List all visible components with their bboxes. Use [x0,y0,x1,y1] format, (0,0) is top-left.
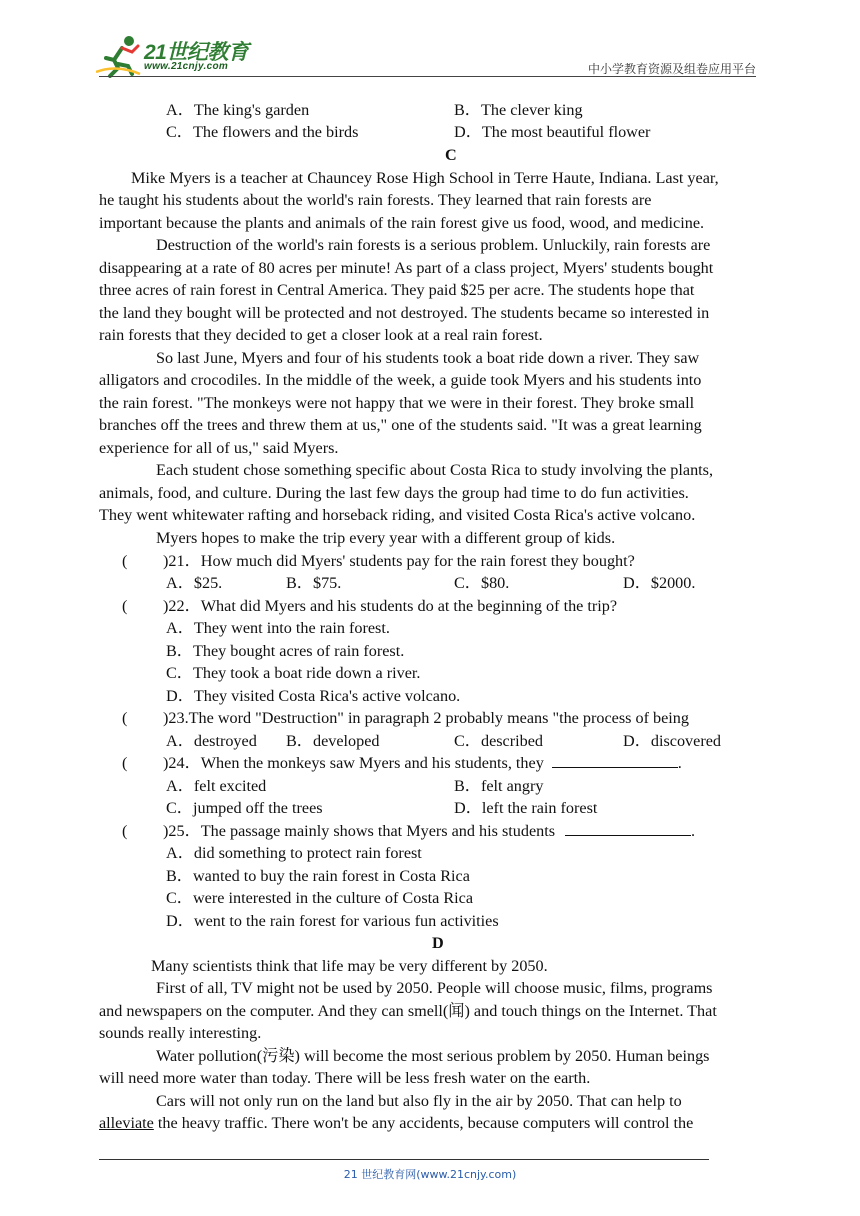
question-22: )22．What did Myers and his students do at the beginning of the trip? [163,597,618,615]
answer-paren[interactable]: ( [122,597,128,615]
passage-c-line: Mike Myers is a teacher at Chauncey Rose High School in Terre Haute, Indiana. Last year, [131,169,719,187]
q24-option-a: A．felt excited [166,777,267,795]
passage-c-line: Myers hopes to make the trip every year with a different group of kids. [156,529,616,547]
answer-paren[interactable]: ( [122,709,128,727]
question-25 [163,821,695,841]
answer-blank[interactable] [565,821,691,836]
answer-blank[interactable] [552,753,678,768]
q25-option-b: B．wanted to buy the rain forest in Costa Rica [166,867,470,885]
logo-text: 21世纪教育 [144,41,249,64]
answer-paren[interactable]: ( [122,822,128,840]
passage-c-line: They went whitewater rafting and horseback riding, and visited Costa Rica's active volcano. [99,506,696,524]
question-24-text: )24．When the monkeys saw Myers and his students, they [163,754,544,772]
passage-c-line: animals, food, and culture. During the last few days the group had time to do fun activities. [99,484,689,502]
q24-option-c: C．jumped off the trees [166,799,323,817]
q24-option-d: D．left the rain forest [454,799,598,817]
passage-d-line: Water pollution(污染) will become the most serious problem by 2050. Human beings [156,1047,710,1065]
passage-c-line: rain forests that they decided to get a closer look at a real rain forest. [99,326,543,344]
header-divider [99,76,756,77]
passage-c-line: important because the plants and animals of the rain forest give us food, wood, and medicine. [99,214,705,232]
runner-logo-icon [96,34,142,78]
passage-d-line: and newspapers on the computer. And they can smell(闻) and touch things on the Internet. That [99,1002,717,1020]
passage-c-line: experience for all of us," said Myers. [99,439,339,457]
prev-option-a: A．The king's garden [166,101,310,119]
question-24-end: . [677,754,682,772]
question-24 [163,753,682,773]
q25-option-a: A．did something to protect rain forest [166,844,422,862]
question-21: )21．How much did Myers' students pay for the rain forest they bought? [163,552,635,570]
q21-option-b: B．$75. [286,574,342,592]
q22-option-d: D．They visited Costa Rica's active volcano. [166,687,461,705]
q23-option-d: D．discovered [623,732,721,750]
site-logo[interactable] [96,34,266,78]
q24-option-b: B．felt angry [454,777,544,795]
passage-d-line: Many scientists think that life may be very different by 2050. [151,957,548,975]
passage-c-line: the land they bought will be protected and not destroyed. The students became so interested in [99,304,710,322]
passage-c-line: three acres of rain forest in Central America. They paid $25 per acre. The students hope that [99,281,695,299]
question-23: )23.The word "Destruction" in paragraph 2 probably means "the process of being [163,709,689,727]
section-c-heading: C [445,146,457,164]
passage-c-line: disappearing at a rate of 80 acres per minute! As part of a class project, Myers' students bought [99,259,714,277]
passage-d-line [99,1113,693,1133]
passage-c-line: he taught his students about the world's rain forests. They learned that rain forests are [99,191,652,209]
platform-name: 中小学教育资源及组卷应用平台 [587,62,756,76]
prev-option-c: C．The flowers and the birds [166,123,359,141]
passage-c-line: So last June, Myers and four of his students took a boat ride down a river. They saw [156,349,700,367]
answer-paren[interactable]: ( [122,552,128,570]
passage-d-line-rest: the heavy traffic. There won't be any accidents, because computers will control the [153,1114,694,1132]
q21-option-d: D．$2000. [623,574,696,592]
q22-option-b: B．They bought acres of rain forest. [166,642,405,660]
passage-d-line: First of all, TV might not be used by 2050. People will choose music, films, programs [156,979,713,997]
q25-option-c: C．were interested in the culture of Costa Rica [166,889,474,907]
q21-option-a: A．$25. [166,574,223,592]
prev-option-b: B．The clever king [454,101,583,119]
q22-option-c: C．They took a boat ride down a river. [166,664,421,682]
q21-option-c: C．$80. [454,574,510,592]
footer-divider [99,1159,709,1160]
passage-c-line: alligators and crocodiles. In the middle of the week, a guide took Myers and his students into [99,371,702,389]
section-d-heading: D [432,934,444,952]
passage-c-line: Each student chose something specific about Costa Rica to study involving the plants, [156,461,714,479]
q23-option-c: C．described [454,732,544,750]
passage-d-line: sounds really interesting. [99,1024,262,1042]
footer-link[interactable]: 21 世纪教育网(www.21cnjy.com) [343,1168,517,1181]
question-25-text: )25．The passage mainly shows that Myers and his students [163,822,556,840]
question-25-end: . [691,822,696,840]
passage-d-line: will need more water than today. There will be less fresh water on the earth. [99,1069,591,1087]
underlined-word: alleviate [99,1114,154,1132]
q22-option-a: A．They went into the rain forest. [166,619,390,637]
passage-c-line: branches off the trees and threw them at us," one of the students said. "It was a great learning [99,416,702,434]
answer-paren[interactable]: ( [122,754,128,772]
q25-option-d: D．went to the rain forest for various fun activities [166,912,499,930]
logo-url: www.21cnjy.com [144,61,229,72]
q23-option-a: A．destroyed [166,732,257,750]
passage-c-line: the rain forest. "The monkeys were not happy that we were in their forest. They broke small [99,394,695,412]
passage-d-line: Cars will not only run on the land but also fly in the air by 2050. That can help to [156,1092,682,1110]
q23-option-b: B．developed [286,732,380,750]
prev-option-d: D．The most beautiful flower [454,123,651,141]
passage-c-line: Destruction of the world's rain forests is a serious problem. Unluckily, rain forests are [156,236,711,254]
